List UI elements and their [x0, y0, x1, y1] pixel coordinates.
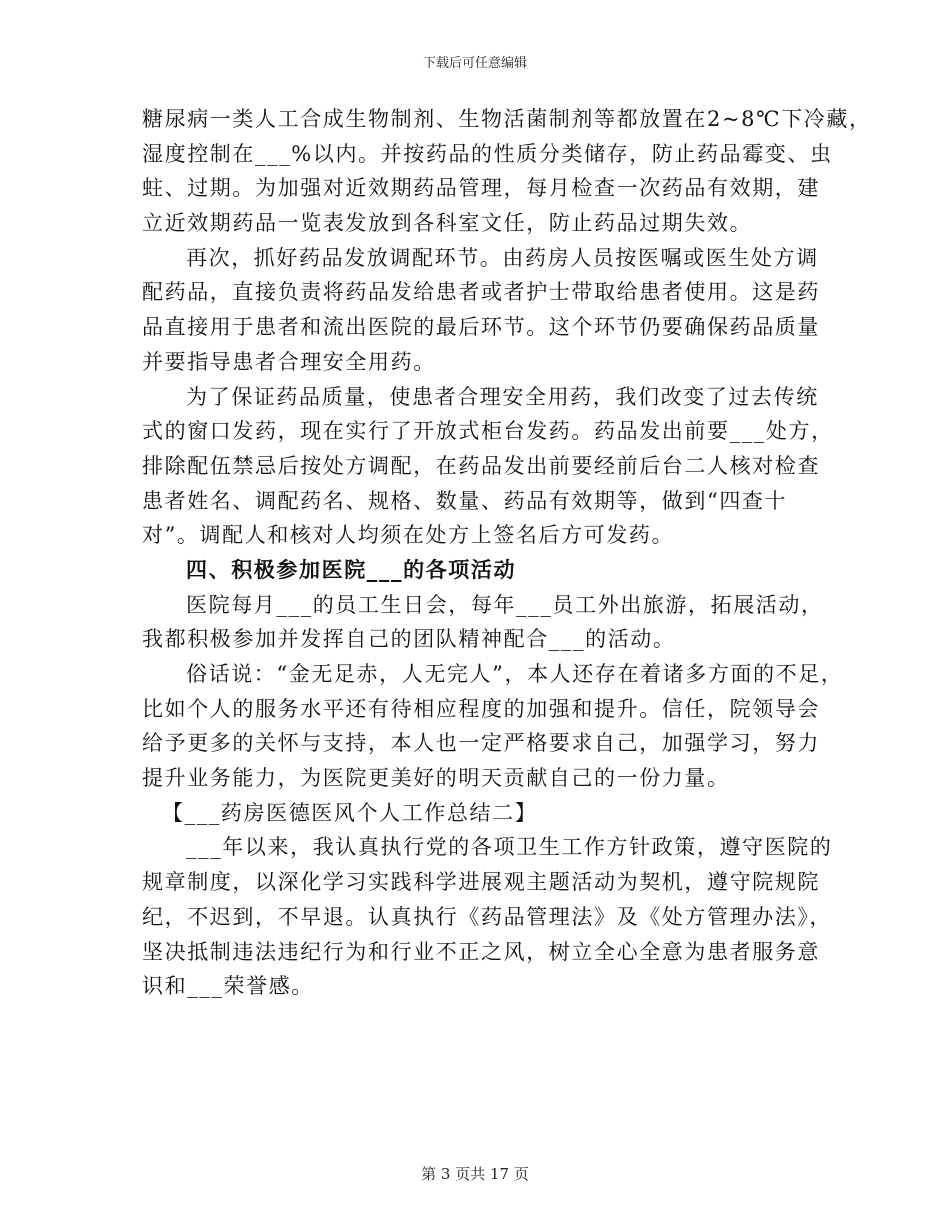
paragraph-start-line: 医院每月___的员工生日会，每年___员工外出旅游，拓展活动， — [186, 592, 824, 617]
body-line: 湿度控制在___%以内。并按药品的性质分类储存，防止药品霉变、虫 — [142, 141, 833, 166]
body-line: 式的窗口发药，现在实行了开放式柜台发药。药品发出前要___处方， — [142, 419, 834, 444]
body-line: 对”。调配人和核对人均须在处方上签名后方可发药。 — [142, 523, 675, 548]
document-body — [142, 102, 872, 1004]
body-line: 规章制度，以深化学习实践科学进展观主题活动为契机，遵守院规院 — [142, 870, 820, 895]
body-line: 识和___荣誉感。 — [142, 974, 314, 999]
body-line: 排除配伍禁忌后按处方调配，在药品发出前要经前后台二人核对检查 — [142, 453, 820, 478]
body-line: 糖尿病一类人工合成生物制剂、生物活菌制剂等都放置在2~8℃下冷藏， — [142, 107, 872, 131]
body-line: 纪，不迟到，不早退。认真执行《药品管理法》及《处方管理办法》， — [142, 904, 833, 929]
body-line: 立近效期药品一览表发放到各科室文任，防止药品过期失效。 — [142, 211, 753, 236]
body-line: 比如个人的服务水平还有待相应程度的加强和提升。信任，院领导会 — [142, 696, 820, 721]
body-line: 品直接用于患者和流出医院的最后环节。这个环节仍要确保药品质量 — [142, 315, 820, 340]
body-line: 坚决抵制违法违纪行为和行业不正之风，树立全心全意为患者服务意 — [142, 939, 820, 964]
body-line: 我都积极参加并发挥自己的团队精神配合___的活动。 — [142, 627, 676, 652]
body-line: 提升业务能力，为医院更美好的明天贡献自己的一份力量。 — [142, 766, 730, 791]
paragraph-start-line: ___年以来，我认真执行党的各项卫生工作方针政策，遵守医院的 — [186, 835, 833, 860]
section-heading: 四、积极参加医院___的各项活动 — [186, 556, 517, 582]
paragraph-start-line: 为了保证药品质量，使患者合理安全用药，我们改变了过去传统 — [186, 384, 819, 409]
body-line: 并要指导患者合理安全用药。 — [142, 349, 436, 374]
body-line: 患者姓名、调配药名、规格、数量、药品有效期等，做到“四查十 — [142, 488, 788, 513]
page-number: 第 3 页共 17 页 — [421, 1165, 529, 1183]
body-line: 蛀、过期。为加强对近效期药品管理，每月检查一次药品有效期，建 — [142, 176, 820, 201]
article-title: 【___药房医德医风个人工作总结二】 — [162, 800, 538, 825]
body-line: 配药品，直接负责将药品发给患者或者护士带取给患者使用。这是药 — [142, 280, 820, 305]
body-line: 给予更多的关怀与支持，本人也一定严格要求自己，加强学习，努力 — [142, 731, 820, 756]
page-header: 下载后可任意编辑 — [422, 56, 527, 71]
paragraph-start-line: 俗话说：“金无足赤，人无完人”，本人还存在着诸多方面的不足， — [186, 662, 844, 686]
paragraph-start-line: 再次，抓好药品发放调配环节。由药房人员按医嘱或医生处方调 — [186, 245, 819, 270]
